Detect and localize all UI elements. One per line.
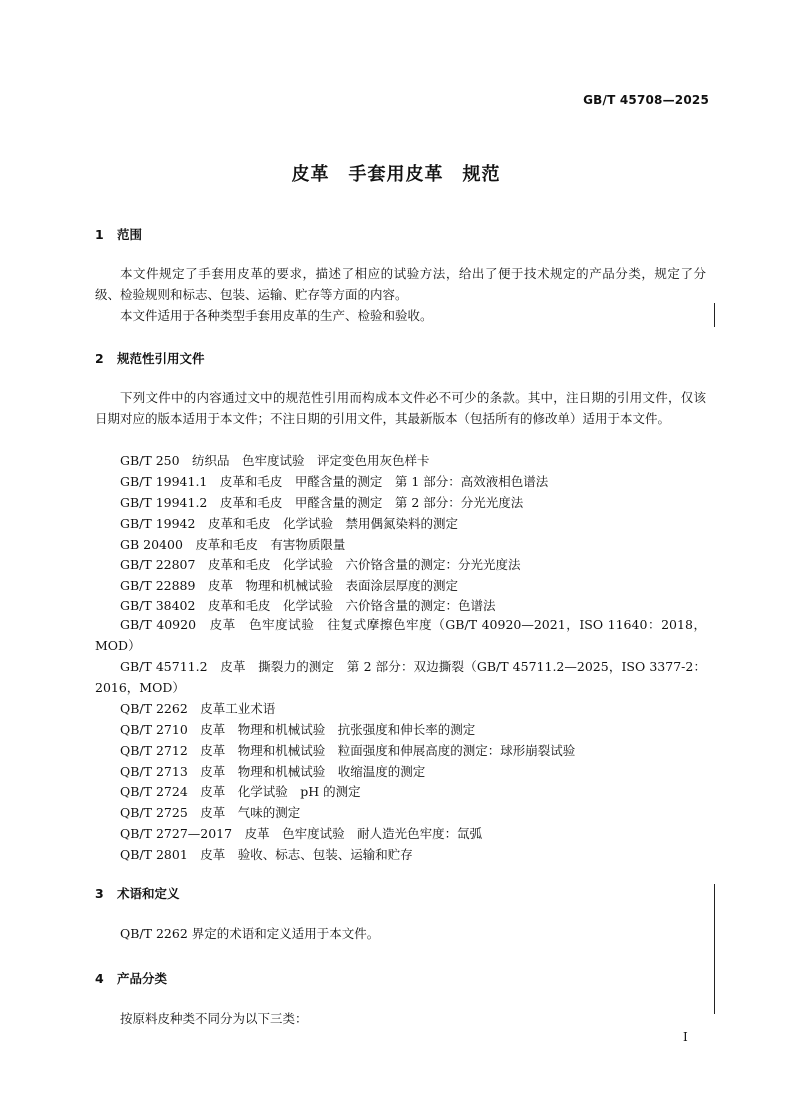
reference-item: QB/T 2710 皮革 物理和机械试验 抗张强度和伸长率的测定: [120, 722, 476, 737]
reference-item: QB/T 2262 皮革工业术语: [120, 701, 276, 716]
reference-item: GB/T 19941.2 皮革和毛皮 甲醛含量的测定 第 2 部分：分光光度法: [120, 495, 524, 510]
change-bar: [714, 884, 715, 1014]
classification-paragraph: 按原料皮种类不同分为以下三类：: [120, 1011, 308, 1026]
reference-item: GB/T 45711.2 皮革 撕裂力的测定 第 2 部分：双边撕裂（GB/T 45711.2—2025，ISO 3377-2：2016，MOD）: [95, 659, 706, 695]
reference-item: GB/T 38402 皮革和毛皮 化学试验 六价铬含量的测定：色谱法: [120, 598, 496, 613]
reference-item: GB/T 22807 皮革和毛皮 化学试验 六价铬含量的测定：分光光度法: [120, 557, 521, 572]
section-title: 规范性引用文件: [117, 351, 205, 366]
section-number: 4: [95, 971, 104, 986]
section-3-heading: [95, 884, 180, 902]
references-intro: 下列文件中的内容通过文中的规范性引用而构成本文件必不可少的条款。其中，注日期的引用文件，仅该日期对应的版本适用于本文件；不注日期的引用文件，其最新版本（包括所有的修改单）适用于本文件。: [95, 390, 706, 426]
page-number: I: [683, 1030, 688, 1044]
document-title: 皮革 手套用皮革 规范: [291, 164, 501, 185]
scope-paragraph: 本文件规定了手套用皮革的要求，描述了相应的试验方法，给出了便于技术规定的产品分类，规定了分级、检验规则和标志、包装、运输、贮存等方面的内容。: [95, 266, 706, 302]
reference-item: GB/T 250 纺织品 色牢度试验 评定变色用灰色样卡: [120, 453, 430, 468]
reference-item: QB/T 2724 皮革 化学试验 pH 的测定: [120, 784, 361, 799]
change-bar: [714, 303, 715, 327]
reference-item: GB 20400 皮革和毛皮 有害物质限量: [120, 537, 346, 552]
reference-item: GB/T 19942 皮革和毛皮 化学试验 禁用偶氮染料的测定: [120, 516, 458, 531]
reference-item: GB/T 40920 皮革 色牢度试验 往复式摩擦色牢度（GB/T 40920—2021，ISO 11640：2018，MOD）: [95, 617, 706, 653]
section-number: 3: [95, 886, 104, 901]
scope-applicability: 本文件适用于各种类型手套用皮革的生产、检验和验收。: [120, 308, 433, 323]
reference-item: GB/T 19941.1 皮革和毛皮 甲醛含量的测定 第 1 部分：高效液相色谱法: [120, 474, 549, 489]
terms-paragraph: QB/T 2262 界定的术语和定义适用于本文件。: [120, 926, 380, 941]
section-title: 产品分类: [117, 971, 168, 986]
section-2-heading: [95, 349, 205, 367]
section-title: 范围: [117, 227, 143, 242]
reference-item: QB/T 2712 皮革 物理和机械试验 粒面强度和伸展高度的测定：球形崩裂试验: [120, 743, 576, 758]
section-number: 1: [95, 227, 104, 242]
reference-item: QB/T 2801 皮革 验收、标志、包装、运输和贮存: [120, 847, 413, 862]
standard-number: GB/T 45708—2025: [583, 93, 709, 107]
reference-item: QB/T 2725 皮革 气味的测定: [120, 805, 301, 820]
reference-item: QB/T 2727—2017 皮革 色牢度试验 耐人造光色牢度：氙弧: [120, 826, 483, 841]
section-1-heading: [95, 225, 142, 243]
reference-item: GB/T 22889 皮革 物理和机械试验 表面涂层厚度的测定: [120, 578, 458, 593]
section-4-heading: [95, 969, 167, 987]
reference-item: QB/T 2713 皮革 物理和机械试验 收缩温度的测定: [120, 764, 426, 779]
section-number: 2: [95, 351, 104, 366]
section-title: 术语和定义: [117, 886, 180, 901]
